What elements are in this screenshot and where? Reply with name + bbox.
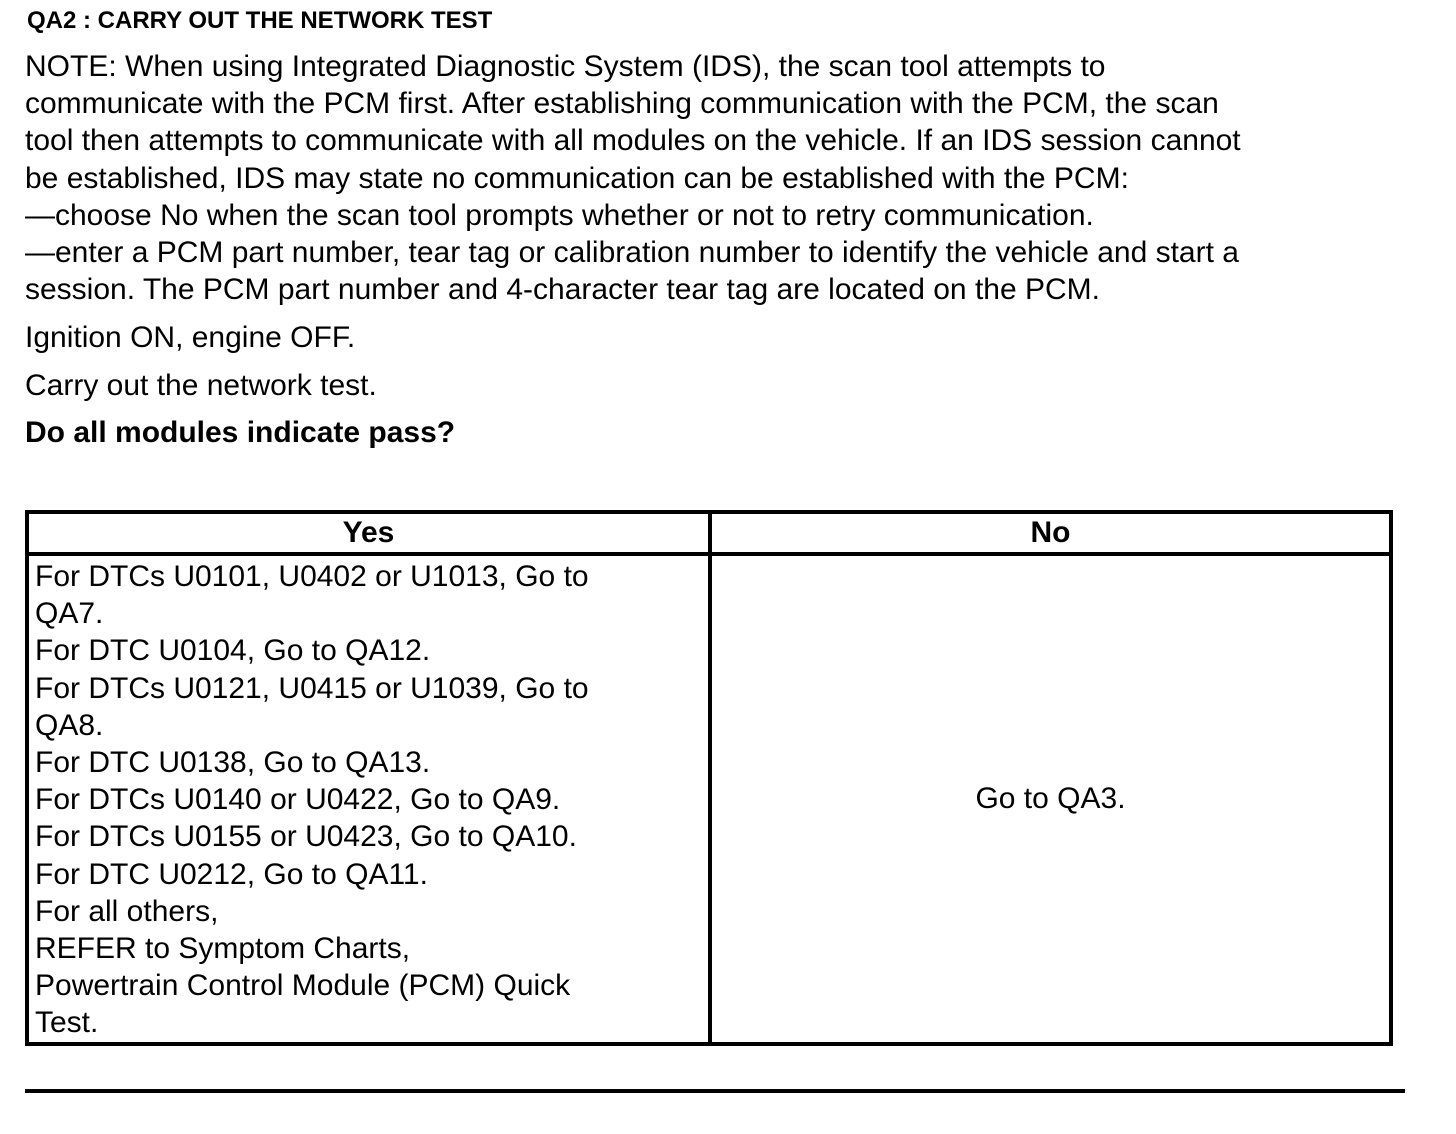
yes-line: QA7. [35,597,104,631]
yes-line: For DTCs U0155 or U0423, Go to QA10. [35,820,577,854]
yes-header: Yes [27,512,710,554]
yes-line: For DTC U0212, Go to QA11. [35,857,428,891]
no-cell: Go to QA3. [710,554,1391,1044]
yes-line: For all others, [35,894,219,928]
yes-line: REFER to Symptom Charts, [35,932,411,966]
table-header-row [27,512,1391,554]
yes-line: Test. [35,1006,99,1040]
yes-line: For DTCs U0140 or U0422, Go to QA9. [35,783,561,817]
note-line: NOTE: When using Integrated Diagnostic System (IDS), the scan tool attempts to [25,50,1106,83]
note-line: tool then attempts to communicate with all modules on the vehicle. If an IDS session cannot [25,124,1241,158]
no-header: No [710,512,1391,554]
yes-line: For DTC U0138, Go to QA13. [35,746,431,780]
step-carry-out: Carry out the network test. [25,369,377,402]
note-line: communicate with the PCM first. After establishing communication with the PCM, the scan [25,87,1219,121]
note-line: —choose No when the scan tool prompts whether or not to retry communication. [25,198,1094,232]
table-row [27,554,1391,1044]
yes-line: Powertrain Control Module (PCM) Quick [35,969,571,1003]
step-ignition: Ignition ON, engine OFF. [25,321,356,354]
note-line: be established, IDS may state no communication can be established with the PCM: [25,161,1129,195]
bottom-divider [25,1089,1405,1093]
note-line: —enter a PCM part number, tear tag or calibration number to identify the vehicle and start a [25,236,1239,270]
page-title: QA2 : CARRY OUT THE NETWORK TEST [27,7,493,34]
yes-line: For DTCs U0121, U0415 or U1039, Go to [35,671,589,705]
note-line: session. The PCM part number and 4-character tear tag are located on the PCM. [25,273,1100,307]
yes-line: For DTCs U0101, U0402 or U1013, Go to [35,560,589,593]
yes-line: For DTC U0104, Go to QA12. [35,634,431,668]
decision-table [25,510,1393,1046]
step-question: Do all modules indicate pass? [25,416,456,449]
yes-cell [27,554,710,1044]
note-block [25,48,1425,308]
yes-line: QA8. [35,708,104,742]
